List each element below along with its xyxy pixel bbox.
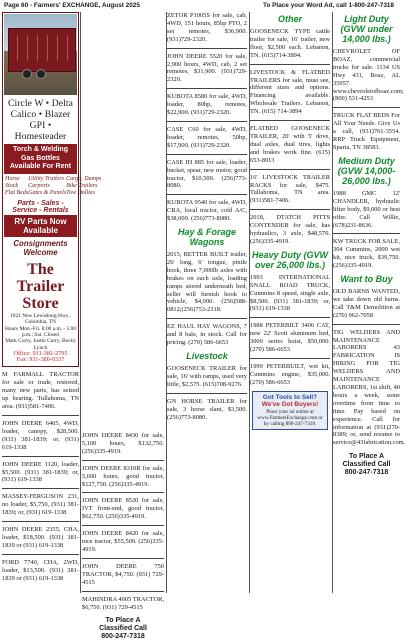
- category-heading: Light Duty (GVW under 14,000 lbs.): [340, 14, 393, 44]
- wheel-icon: [22, 69, 32, 79]
- listing-group: [250, 274, 330, 387]
- product-item: Stock: [5, 182, 18, 189]
- place-ad-phone: 800-247-7318: [344, 469, 389, 477]
- listing-item: FLATBED GOOSENECK TRAILER, 20' with 5' dove, dual axles, dual tires, lights and brakes work fine. (615) 653-8913: [250, 125, 330, 164]
- product-item: Carports: [28, 182, 50, 189]
- consignments-line: Consignments Welcome: [13, 239, 68, 258]
- page-header-right: To Place your Word Ad, call 1-800-247-7318: [263, 2, 394, 9]
- listing-item: KW TRUCK FOR SALE, 304 Cummins, 2000 wet kit, nice truck, $39,750. (256)335-4919.: [333, 238, 400, 270]
- column-rule: [249, 12, 250, 593]
- office-phone[interactable]: Office: 931-381-2795: [13, 349, 68, 357]
- column-3: [167, 12, 247, 593]
- listing-item: JOHN DEERE 750 TRACTOR, $4,750. (931) 729-4515: [82, 562, 164, 586]
- place-online-line: Place your ad online at www.FarmersExchange.com or by calling 800-247-7318.: [257, 408, 323, 427]
- listing-item: GN HORSE TRAILER for sale, 3 horse slant, $3,500. (256)773-8080.: [167, 397, 247, 421]
- listing-item: JOHN DEERE 8310R for sale, 5,600 hours, good tractor, $127,750. (256)335-4919.: [82, 464, 164, 488]
- listing-item: JOHN DEERE 2355, CHA, loader, $18,500. (931) 381-1839 or (931) 619-1338: [2, 526, 79, 549]
- listing-item: JOHN DEERE 8420 for sale, nice tractor, $55,500. (256)335-4919.: [82, 530, 164, 553]
- column-rule: [80, 12, 81, 593]
- listing-item: 2015, BETTER BUILT trailer, 26' long, 6' tongue, pintle hook, three 7,000lb axles with brakes on each axle, loading ramps stored underneath bed, seller will furnish hook to vehicle, $4,000. (256)588-0812;(256)753-2318.: [167, 251, 247, 314]
- listing-item: FORD 7740, CHA, 2WD, loader, $13,500. (931) 381-1839 or (931) 619-1338: [2, 558, 79, 582]
- product-item: Tow Dollies: [66, 189, 95, 196]
- listing-item: CHEVROLET OF BOAZ, commercial trucks for sale. 1134 US Hwy 431, Boaz, AL 35957. www.chevroletofboaz.com; (800) 531-4253: [333, 48, 404, 103]
- got-tools-title: Got Tools to Sell?: [262, 393, 318, 401]
- listing-group: [167, 365, 247, 421]
- listing-item: M FARMALL TRACTOR for sale or trade, restored, many new parts, has seized up bearing. Tullahoma, TN area. (931)581-7406.: [2, 371, 79, 411]
- listing-group: [167, 251, 247, 347]
- listing-item: 1988 GMC 12' CHANDLER, hydraulic lifter body, $9,000 or best offer. Call Willie, (678)231-8636.: [333, 189, 400, 229]
- listing-group: [167, 12, 247, 223]
- store-address: [4, 313, 77, 365]
- listing-item: KUBOTA 8580 for sale, 4WD, loader, 80hp, remotes, $22,900. (931)729-2320.: [167, 93, 247, 117]
- listing-group: [250, 28, 330, 246]
- listing-item: JOHN DEERE 8520 for sale, IVT front-end, good tractor, $62,750. (256)335-4919.: [82, 497, 164, 521]
- listing-item: GOOSENECK TRAILER for sale, 16' with ramps, used very little, $2,575. (615)708-9276.: [167, 365, 247, 388]
- listing-item: JOHN DEERE 8430 for sale, 5,100 hours, $132,750. (256)335-4919.: [82, 432, 164, 455]
- product-item: Flat Beds: [5, 189, 29, 196]
- torch-banner: Torch & Welding Gas Bottles Available For Rent: [4, 144, 77, 174]
- brand-line: Calico • Blazer: [10, 109, 71, 120]
- product-grid: [4, 174, 102, 200]
- column-4: [250, 12, 330, 593]
- column-5: [333, 12, 405, 593]
- place-ad-box[interactable]: [333, 453, 400, 477]
- place-ad-box[interactable]: [82, 617, 164, 641]
- listing-item: ZETOR P1005S for sale, cab, 4WD, 151 hours, 85hp PTO, 2 set remotes, $36,900. (931)729-2320.: [167, 12, 247, 43]
- category-heading: Want to Buy: [340, 274, 393, 285]
- rv-banner: RV Parts Now Available: [4, 215, 77, 237]
- listing-item: GOOSENECK TYPE cattle trailer for sale, 16' trailer, new floor, $2,500 each. Lebanon, TN. (615)714-3894.: [250, 28, 330, 59]
- listing-group: [333, 48, 404, 152]
- listing-item: EZ HAUL HAY WAGONS, 7 and 8 bale, in stock. Call for pricing. (270) 586-6653: [167, 323, 247, 347]
- listing-group: [82, 432, 164, 611]
- listing-group: [333, 190, 400, 270]
- listing-item: LIVESTOCK & FLATBED TRAILERS for sale, must see, different sizes and options. Financing available. Wholesale Trailers. Lebanon, TN. (615) 714-3894: [250, 68, 330, 116]
- listing-item: JOHN DEERE 6405, 4WD, loader, canopy, $28,500. (931) 381-1839; or, (931) 619-1338: [2, 420, 79, 451]
- listing-item: CASE IH 885 for sale, loader, bucket, spear, new motor, good tractor, $10,500. (256)773-8080.: [167, 158, 247, 190]
- trailer-store-ad[interactable]: [2, 12, 102, 367]
- column-rule: [166, 12, 167, 593]
- listing-item: JOHN DEERE 5520 for sale, 2,900 hours, 4WD, cab, 2 set remotes, $31,900. (931)729-2320.: [167, 52, 247, 84]
- hours-line: Hours Mon.-Fri. 8:00 a.m. - 5:00 p.m.; Sat. Closed: [4, 325, 77, 338]
- brand-line: Circle W • Delta: [7, 98, 74, 109]
- place-ad-line: To Place A: [105, 617, 141, 625]
- listing-item: MASSEY-FERGUSON 231, no loader, $5,750, (931) 381-1839; or, (931) 619-1338: [2, 493, 79, 517]
- product-item: Bike Trailers: [66, 182, 98, 189]
- got-tools-box[interactable]: [252, 391, 328, 430]
- listing-item: 1993 INTERNATIONAL SNALL ROAD TRUCK, Cummins 8 speed, single axle, $8,500. (931) 381-1839; or, (931) 619-1338: [250, 273, 330, 313]
- category-heading: Heavy Duty (GVW over 26,000 lbs.): [251, 249, 329, 270]
- column-1: [2, 12, 102, 593]
- listing-item: CASE C60 for sale, 4WD, loader, remotes, 50hp, $17,900. (931)729-2320.: [167, 125, 247, 149]
- listing-item: 16' LIVESTOCK TRAILER RACKS for sale, $475. Tullahoma, TN area. (931)581-7406.: [250, 173, 330, 205]
- page-header-left: Page 60 - Farmers' EXCHANGE, August 2025: [4, 2, 140, 9]
- store-name: The Trailer Store: [16, 261, 65, 313]
- listing-item: KUBOTA 9540 for sale, 4WD, CRA, local tractor, cold A/C, $38,000. (256)773-8080.: [167, 199, 247, 223]
- listing-item: 1999 PETERBUILT, wet kit, Cummins engine, $35,000. (270) 586-6653: [250, 363, 330, 386]
- column-rule: [332, 12, 333, 593]
- category-heading: Other: [277, 14, 302, 24]
- brand-line: GPI • Homesteader: [14, 120, 67, 142]
- brand-list: [4, 95, 77, 144]
- column-2: [82, 12, 164, 641]
- fax-number: Fax: 931-380-0337: [16, 356, 65, 364]
- listing-item: TRUCK FLAT BEDS For All Your Needs. Give Us a call, (931)761-3554. RRP Truck Equipment, Sparta, TN 38583.: [333, 112, 400, 151]
- owners-line: Mark Curry, Justin Curry, Becky Lynch: [5, 338, 76, 351]
- listing-item: TIG WELDERS AND MAINTENANCE LABORERS 43 FABRICATION IS HIRING FOR TIG WELDERS AND MAINTENANCE LABORERS, 1st shift, 40 hours a week, some overtime from time to time. Pay based on experience. Call for information at (931)270-8389; or, send resume to service@43fabrication.com.: [333, 328, 405, 447]
- trailer-photo: [4, 14, 77, 95]
- product-item: Cargo, Dumps: [66, 175, 102, 182]
- place-ad-line: To Place A: [348, 453, 384, 461]
- page-header: [0, 0, 400, 12]
- product-item: Utility Trailers: [28, 175, 65, 182]
- address-line: 1021 New Lewisburg Hwy., Columbia, TN: [10, 313, 71, 326]
- category-heading: Livestock: [186, 351, 228, 361]
- product-item: Gates & Panels: [28, 189, 67, 196]
- product-item: Horse: [5, 175, 20, 182]
- listing-item: MAHINDRA 4005 TRACTOR, $6,750. (931) 729-4515: [82, 595, 164, 611]
- listing-group: [333, 288, 405, 447]
- listing-group: [2, 371, 79, 582]
- listing-item: JOHN DEERE 1120, loader, $5,500. (931) 381-1839; or, (931) 619-1338: [2, 460, 79, 484]
- category-heading: Medium Duty (GVW 14,000-26,000 lbs.): [337, 155, 396, 186]
- place-ad-phone: 800-247-7318: [101, 633, 145, 641]
- listing-item: 1988 PETERBILT 3406 CAT, new 22' Scott aluminum bed, 3000 series hoist, $50,000. (270) 586-6653: [250, 322, 330, 354]
- got-buyers-line: We've Got Buyers!: [261, 400, 319, 408]
- category-heading: Hay & Forage Wagons: [177, 227, 237, 248]
- parts-line: Parts - Sales - Service - Rentals: [12, 200, 69, 215]
- trailer-image: [8, 28, 76, 72]
- listing-item: OLD BARNS WANTED, we take down old barns. Call T&M Demolition at (270) 962-7058: [333, 288, 400, 319]
- listing-item: 2018, DTATCH PITTS CONTENDER for sale, has hydraulics, 3 axle, $48,570. (256)335-4919.: [250, 214, 330, 245]
- place-ad-line: Classified Call: [342, 461, 391, 469]
- wheel-icon: [36, 69, 46, 79]
- place-ad-line: Classified Call: [99, 625, 147, 633]
